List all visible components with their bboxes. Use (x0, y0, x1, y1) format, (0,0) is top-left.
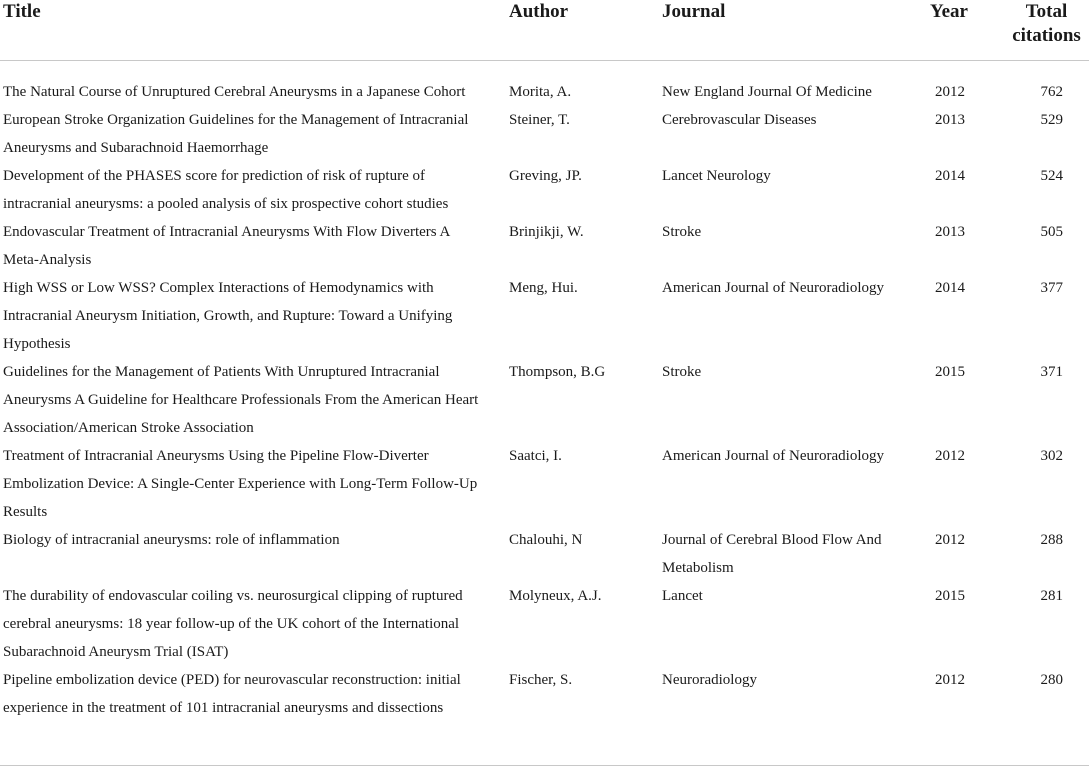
cell-journal: Lancet Neurology (662, 168, 771, 184)
cell-year: 2012 (935, 448, 965, 464)
cell-total-citations: 281 (1040, 588, 1063, 604)
column-header-title (0, 0, 506, 61)
cell-year: 2015 (935, 588, 965, 604)
cell-total-citations: 524 (1040, 168, 1063, 184)
cell-year: 2012 (935, 672, 965, 688)
cell-title: Treatment of Intracranial Aneurysms Using the Pipeline Flow-Diverter Embolization Device: A Single-Center Experience with Long-Term Follow-Up Results (3, 448, 478, 520)
cell-year: 2013 (935, 112, 965, 128)
cell-title: The durability of endovascular coiling vs. neurosurgical clipping of ruptured cerebral aneurysms: 18 year follow-up of the UK cohort of the International Subarachnoid Aneurysm Trial (ISAT) (3, 588, 463, 660)
table-row (0, 442, 1089, 526)
table-body (0, 61, 1089, 723)
cell-title: Development of the PHASES score for prediction of risk of rupture of intracranial aneurysms: a pooled analysis of six prospective cohort studies (3, 168, 449, 212)
cell-journal: American Journal of Neuroradiology (662, 280, 885, 296)
table-row (0, 526, 1089, 582)
table-row (0, 61, 1089, 107)
cell-total-citations: 288 (1040, 532, 1063, 548)
cell-author: Brinjikji, W. (509, 224, 584, 240)
cell-author: Saatci, I. (509, 448, 562, 464)
cell-author: Meng, Hui. (509, 280, 578, 296)
table-row (0, 582, 1089, 666)
cell-journal: Stroke (662, 364, 702, 380)
cell-author: Fischer, S. (509, 672, 573, 688)
cell-journal: Journal of Cerebral Blood Flow And Metabolism (662, 532, 882, 576)
column-header-total-citations (1004, 0, 1089, 61)
cell-journal: American Journal of Neuroradiology (662, 448, 885, 464)
cell-year: 2014 (935, 168, 965, 184)
cell-author: Steiner, T. (509, 112, 570, 128)
cell-journal: Cerebrovascular Diseases (662, 112, 817, 128)
table-row (0, 274, 1089, 358)
cell-journal: New England Journal Of Medicine (662, 84, 872, 100)
cell-author: Greving, JP. (509, 168, 582, 184)
column-header-year (910, 0, 1004, 61)
cell-journal: Lancet (662, 588, 703, 604)
cell-author: Molyneux, A.J. (509, 588, 602, 604)
cell-total-citations: 377 (1040, 280, 1063, 296)
cell-author: Chalouhi, N (509, 532, 583, 548)
cell-author: Thompson, B.G (509, 364, 606, 380)
column-header-journal (660, 0, 910, 61)
table-bottom-divider (0, 765, 1089, 766)
cell-author: Morita, A. (509, 84, 572, 100)
cell-title: Biology of intracranial aneurysms: role of inflammation (3, 532, 340, 548)
cell-year: 2012 (935, 84, 965, 100)
cell-total-citations: 371 (1040, 364, 1063, 380)
cell-total-citations: 302 (1040, 448, 1063, 464)
cell-year: 2013 (935, 224, 965, 240)
header-row (0, 0, 1089, 61)
column-header-author-label: Author (509, 1, 569, 22)
cell-year: 2015 (935, 364, 965, 380)
cell-title: European Stroke Organization Guidelines for the Management of Intracranial Aneurysms and Subarachnoid Haemorrhage (3, 112, 469, 156)
table-row (0, 162, 1089, 218)
cell-title: Pipeline embolization device (PED) for neurovascular reconstruction: initial experience in the treatment of 101 intracranial aneurysms and dissections (3, 672, 461, 716)
table-row (0, 666, 1089, 722)
table-row (0, 358, 1089, 442)
cell-total-citations: 762 (1040, 84, 1063, 100)
cell-year: 2014 (935, 280, 965, 296)
cell-title: High WSS or Low WSS? Complex Interactions of Hemodynamics with Intracranial Aneurysm Initiation, Growth, and Rupture: Toward a Unifying Hypothesis (3, 280, 453, 352)
cell-total-citations: 529 (1040, 112, 1063, 128)
table-header (0, 0, 1089, 61)
cell-journal: Stroke (662, 224, 702, 240)
cell-journal: Neuroradiology (662, 672, 757, 688)
cell-total-citations: 505 (1040, 224, 1063, 240)
column-header-title-label: Title (3, 1, 41, 22)
column-header-journal-label: Journal (662, 1, 726, 22)
column-header-year-label: Year (930, 1, 968, 22)
column-header-total-citations-label: Total citations (1012, 1, 1081, 46)
table-row (0, 218, 1089, 274)
table-row (0, 106, 1089, 162)
cell-title: Guidelines for the Management of Patients With Unruptured Intracranial Aneurysms A Guideline for Healthcare Professionals From the American Heart Association/American Stroke Association (3, 364, 479, 436)
cell-total-citations: 280 (1040, 672, 1063, 688)
cell-title: Endovascular Treatment of Intracranial Aneurysms With Flow Diverters A Meta-Analysis (3, 224, 450, 268)
cell-year: 2012 (935, 532, 965, 548)
cell-title: The Natural Course of Unruptured Cerebral Aneurysms in a Japanese Cohort (3, 84, 466, 100)
column-header-author (506, 0, 660, 61)
